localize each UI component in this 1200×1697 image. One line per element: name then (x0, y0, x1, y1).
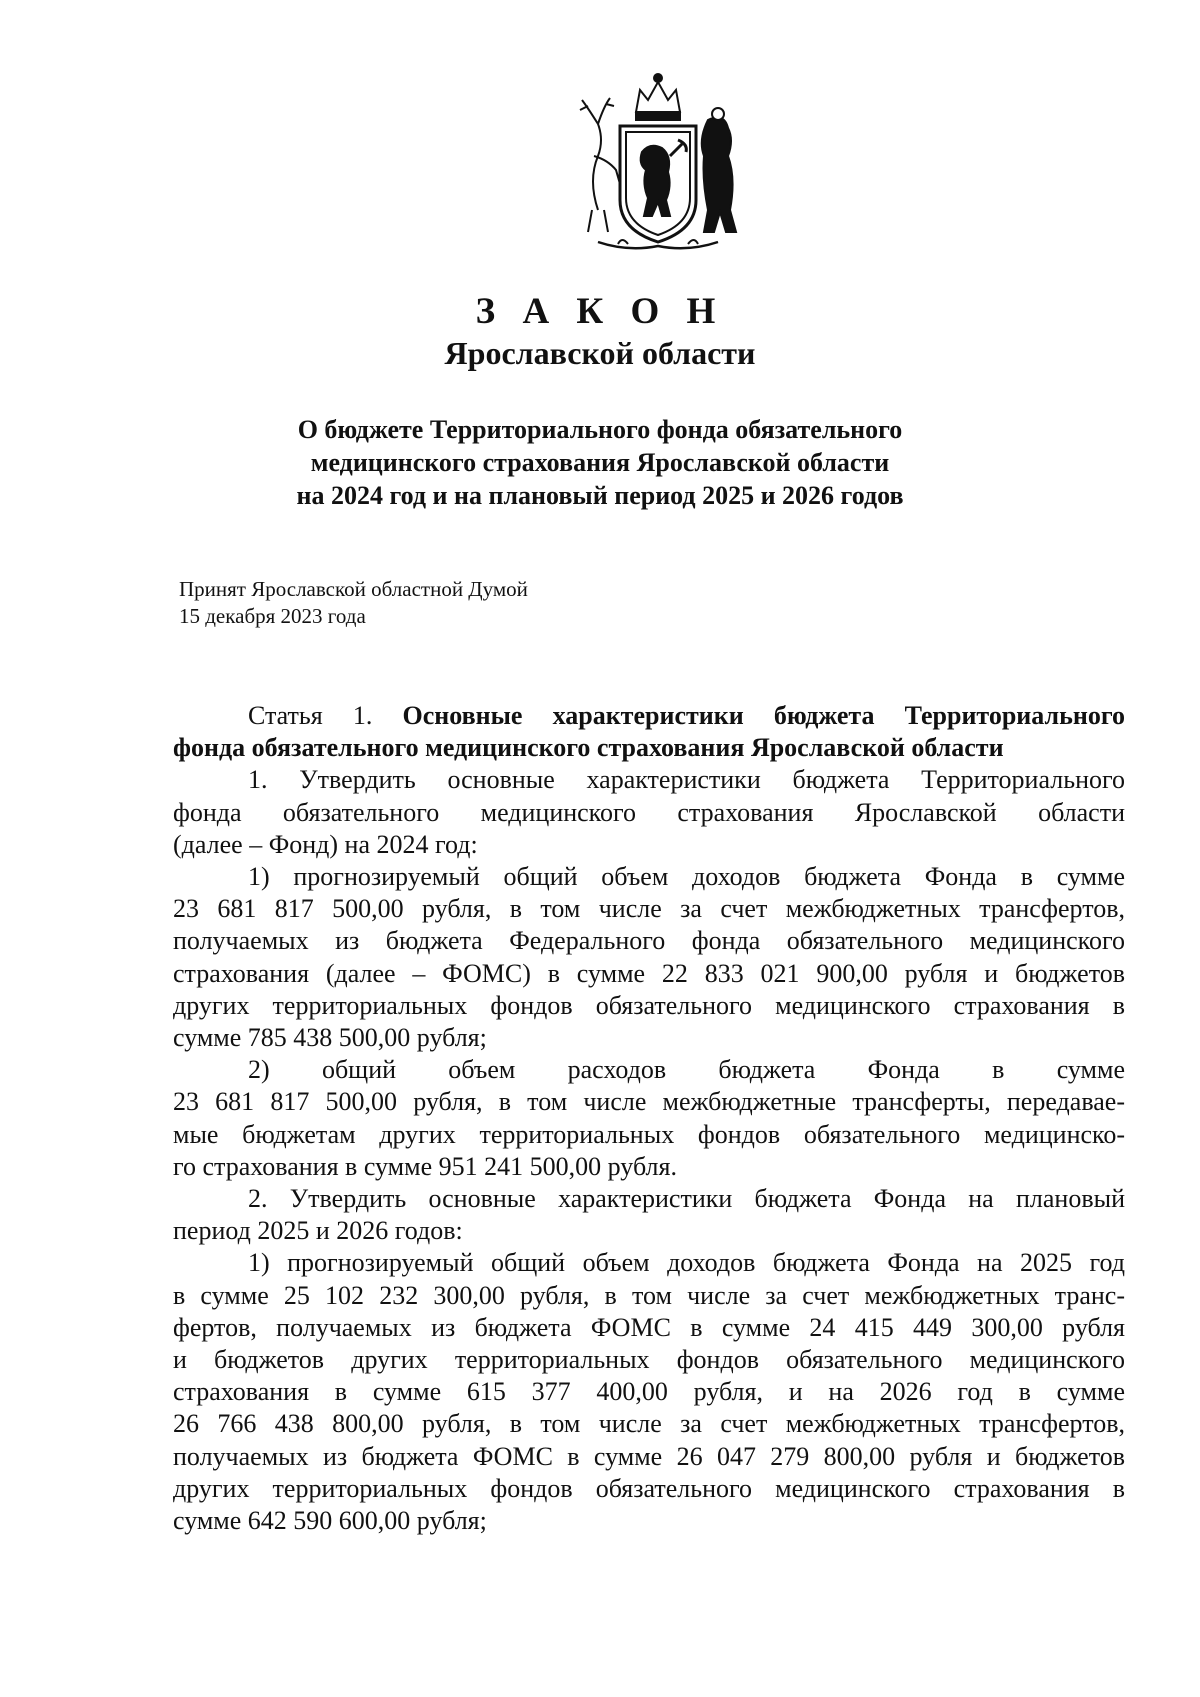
text-line: 1) прогнозируемый общий объем доходов бюджета Фонда на 2025 год (248, 1248, 1125, 1278)
text-line: фертов, получаемых из бюджета ФОМС в сумме 24 415 449 300,00 рубля (173, 1312, 1125, 1342)
text-line: 2. Утвердить основные характеристики бюджета Фонда на плановый (248, 1184, 1125, 1214)
text-line: получаемых из бюджета Федерального фонда обязательного медицинского (173, 926, 1125, 956)
adoption-date: 15 декабря 2023 года (179, 604, 366, 628)
paragraph-1-item-1 (173, 861, 1125, 1054)
law-subject (0, 413, 1200, 512)
law-region: Ярославской области (444, 335, 756, 371)
text-line: страхования (далее – ФОМС) в сумме 22 833 021 900,00 рубля и бюджетов (173, 958, 1125, 988)
text-line: и бюджетов других территориальных фондов обязательного медицинского (173, 1345, 1125, 1375)
law-title: З А К О Н (475, 291, 725, 332)
adoption-body: Принят Ярославской областной Думой (179, 577, 528, 601)
text-line: 2) общий объем расходов бюджета Фонда в сумме (248, 1055, 1125, 1085)
text-line: мые бюджетам других территориальных фондов обязательного медицинско- (173, 1119, 1125, 1149)
text-line: сумме 785 438 500,00 рубля; (173, 1023, 487, 1053)
text-line: 23 681 817 500,00 рубля, в том числе межбюджетные трансферты, передавае- (173, 1087, 1125, 1117)
text-line: период 2025 и 2026 годов: (173, 1216, 463, 1246)
text-line: (далее – Фонд) на 2024 год: (173, 829, 478, 859)
paragraph-2 (173, 1183, 1125, 1247)
text-line: го страхования в сумме 951 241 500,00 рубля. (173, 1151, 677, 1181)
adoption-note (179, 576, 528, 630)
text-line: фонда обязательного медицинского страхования Ярославской области (173, 797, 1125, 827)
law-subject-line: медицинского страхования Ярославской области (310, 448, 890, 477)
article-title-part1: Основные характеристики бюджета Территориального (402, 701, 1125, 730)
article-heading (173, 700, 1125, 764)
text-line: других территориальных фондов обязательного медицинского страхования в (173, 990, 1125, 1020)
law-subject-line: О бюджете Территориального фонда обязательного (297, 415, 903, 444)
law-subject-line: на 2024 год и на плановый период 2025 и 2026 годов (296, 481, 904, 510)
text-line: страхования в сумме 615 377 400,00 рубля, и на 2026 год в сумме (173, 1377, 1125, 1407)
article-title-part2: фонда обязательного медицинского страхования Ярославской области (173, 733, 1004, 763)
text-line: 1) прогнозируемый общий объем доходов бюджета Фонда в сумме (248, 862, 1125, 892)
text-line: в сумме 25 102 232 300,00 рубля, в том числе за счет межбюджетных транс- (173, 1280, 1125, 1310)
text-line: других территориальных фондов обязательного медицинского страхования в (173, 1473, 1125, 1503)
text-line: сумме 642 590 600,00 рубля; (173, 1506, 487, 1536)
article-1 (173, 700, 1125, 1537)
text-line: 26 766 438 800,00 рубля, в том числе за счет межбюджетных трансфертов, (173, 1409, 1125, 1439)
text-line: получаемых из бюджета ФОМС в сумме 26 047 279 800,00 рубля и бюджетов (173, 1441, 1125, 1471)
text-line: 23 681 817 500,00 рубля, в том числе за счет межбюджетных трансфертов, (173, 894, 1125, 924)
article-label: Статья 1. (248, 701, 373, 730)
paragraph-1-item-2 (173, 1054, 1125, 1183)
text-line: 1. Утвердить основные характеристики бюджета Территориального (248, 765, 1125, 795)
paragraph-1 (173, 764, 1125, 861)
coat-of-arms-icon (558, 60, 758, 260)
paragraph-2-item-1 (173, 1247, 1125, 1537)
